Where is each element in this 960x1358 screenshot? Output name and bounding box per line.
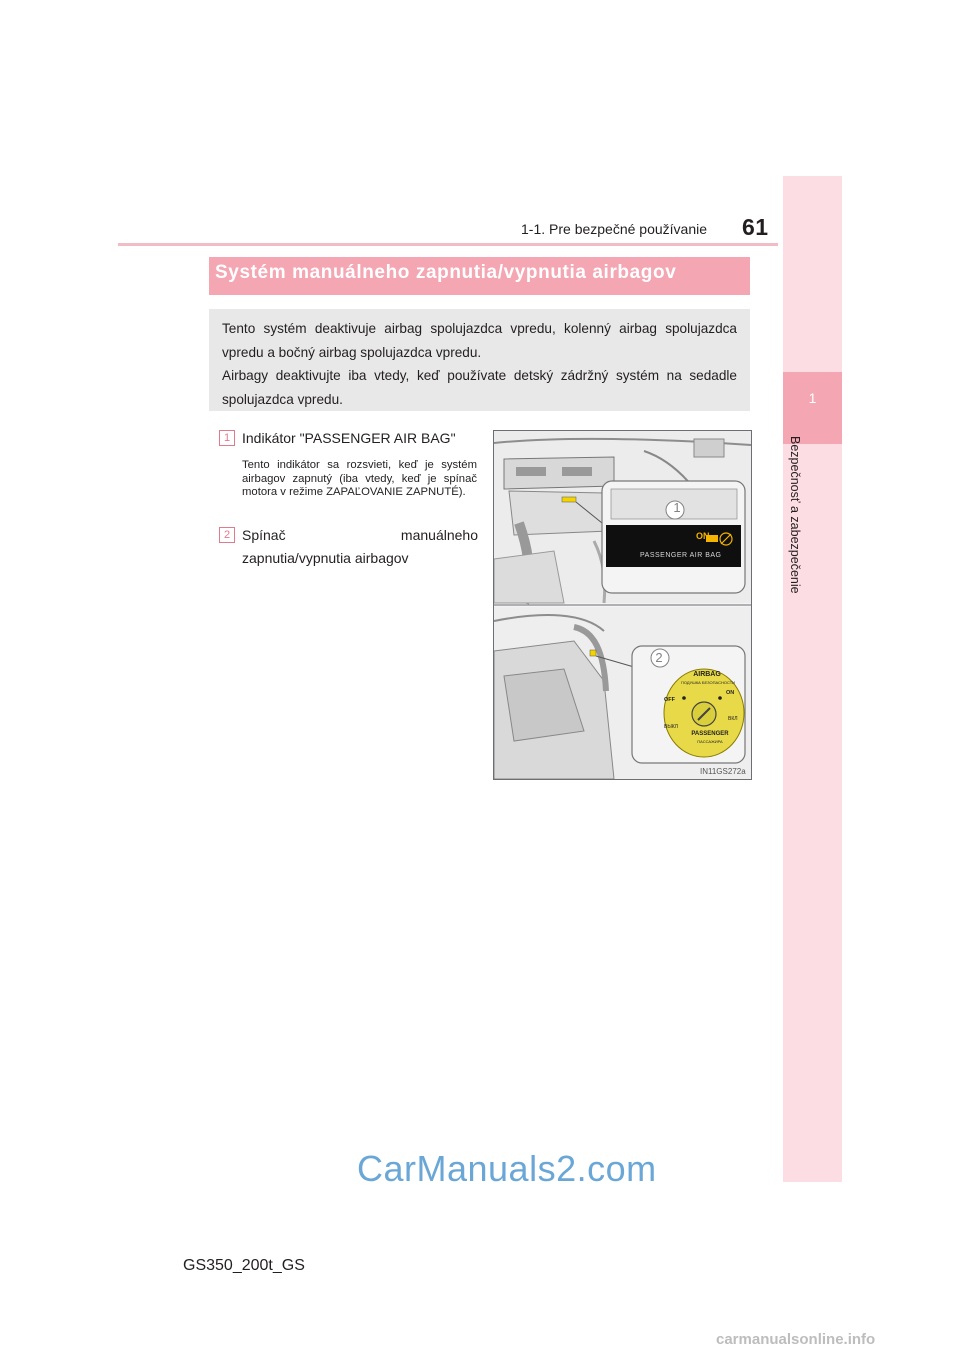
item-1-badge: 1 xyxy=(219,430,235,446)
corner-watermark[interactable]: carmanualsonline.info xyxy=(716,1331,876,1348)
switch-airbag-label: AIRBAG xyxy=(693,671,721,678)
intro-paragraph-2: Airbagy deaktivujte iba vtedy, keď používate detský zádržný systém na sedadle spolujazdca vpredu. xyxy=(222,368,737,407)
switch-on-label: ON xyxy=(726,690,735,696)
item-2-badge: 2 xyxy=(219,527,235,543)
intro-box xyxy=(209,309,750,411)
switch-off-label: OFF xyxy=(664,697,675,703)
chapter-number: 1 xyxy=(808,390,817,406)
switch-passenger-ru-label: ПАССАЖИРА xyxy=(697,739,723,744)
section-title: 1-1. Pre bezpečné používanie xyxy=(521,221,708,237)
item-1-description: Tento indikátor sa rozsvieti, keď je systém airbagov zapnutý (iba vtedy, keď je spínač motora v režime ZAPAĽOVANIE ZAPNUTÉ). xyxy=(242,459,477,498)
chapter-number-block xyxy=(783,372,842,444)
page-title: Systém manuálneho zapnutia/vypnutia airbagov xyxy=(215,262,677,283)
callout-1-number: 1 xyxy=(673,500,681,515)
airbag-illustration xyxy=(493,430,752,780)
intro-paragraph-1: Tento systém deaktivuje airbag spolujazdca vpredu, kolenný airbag spolujazdca vpredu a bočný airbag spolujazdca vpredu. xyxy=(222,321,737,360)
page-number: 61 xyxy=(742,214,769,240)
switch-on-ru-label: ВКЛ xyxy=(728,716,738,722)
switch-passenger-label: PASSENGER xyxy=(691,731,729,737)
header-divider xyxy=(118,243,778,246)
indicator-on-text: ON xyxy=(696,531,710,541)
item-2-title: Spínač manuálneho zapnutia/vypnutia airbagov xyxy=(242,527,478,566)
illustration-code: IN11GS272a xyxy=(700,767,746,776)
chapter-title: Bezpečnosť a zabezpečenie xyxy=(788,436,802,594)
callout-2-number: 2 xyxy=(655,650,663,665)
watermark-link[interactable]: CarManuals2.com xyxy=(357,1148,657,1189)
footer-model-code: GS350_200t_GS xyxy=(183,1257,305,1274)
illustration-drawing xyxy=(494,431,751,779)
indicator-label: PASSENGER AIR BAG xyxy=(640,552,722,559)
switch-off-ru-label: ВЫКЛ xyxy=(664,724,678,730)
switch-airbag-ru-label: ПОДУШКА БЕЗОПАСНОСТИ xyxy=(680,680,736,685)
chapter-side-tab xyxy=(783,176,842,1182)
item-1-title: Indikátor "PASSENGER AIR BAG" xyxy=(242,430,456,446)
